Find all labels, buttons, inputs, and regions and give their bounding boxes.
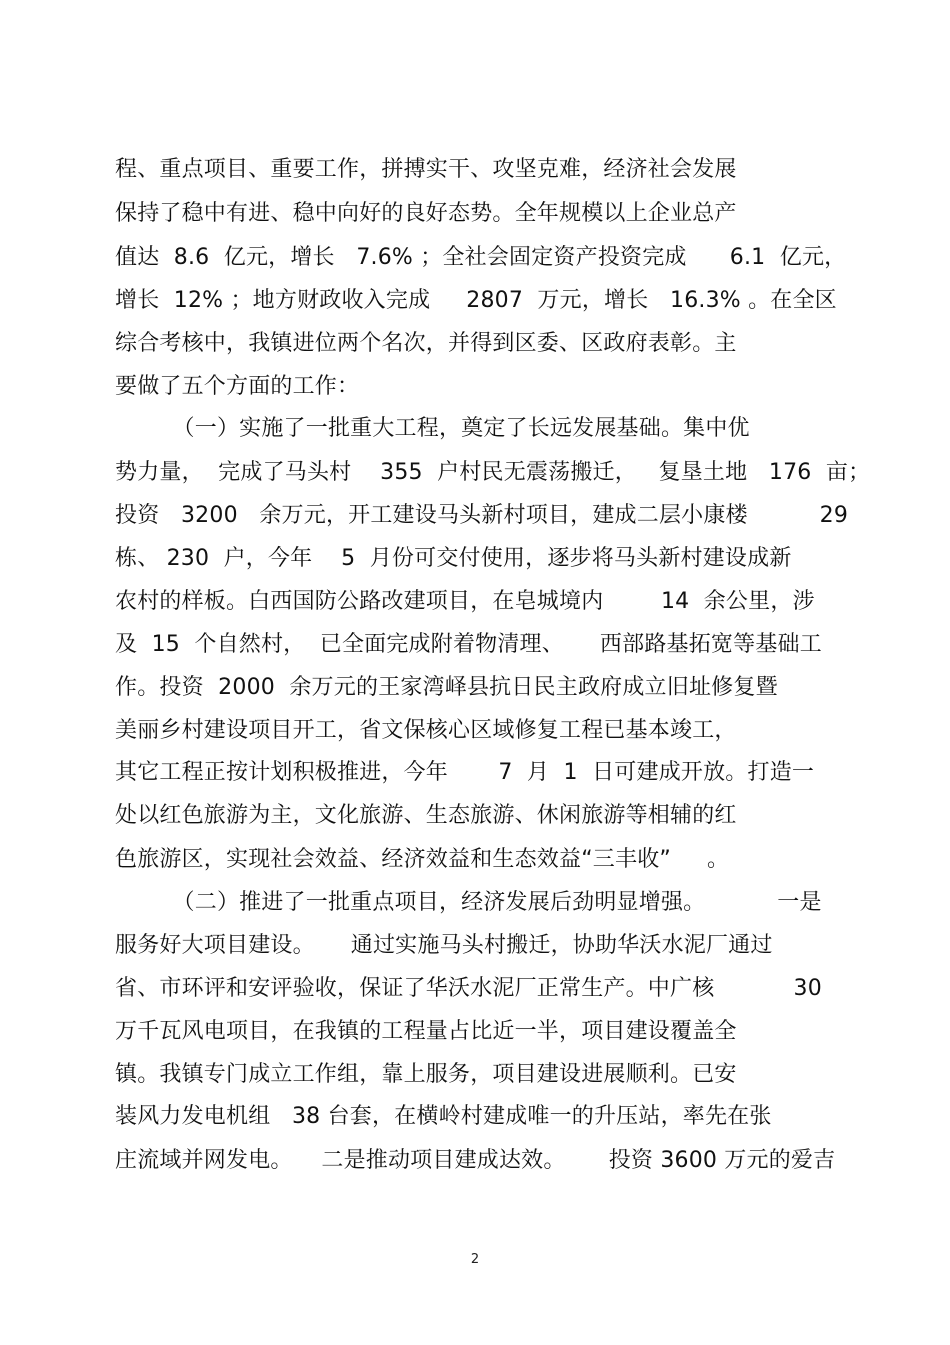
text-line: 保持了稳中有进、稳中向好的良好态势。全年规模以上企业总产	[115, 201, 737, 226]
text-line: 美丽乡村建设项目开工，省文保核心区域修复工程已基本竣工，	[115, 718, 737, 743]
text-line: 增长 12% ；地方财政收入完成 2807 万元，增长 16.3% 。在全区	[115, 288, 837, 313]
text-line: 栋、 230 户，今年 5 月份可交付使用，逐步将马头新村建设成新	[115, 546, 792, 571]
text-line: 其它工程正按计划积极推进，今年 7 月 1 日可建成开放。打造一	[115, 760, 815, 785]
text-line: 势力量， 完成了马头村 355 户村民无震荡搬迁， 复垦土地 176 亩；	[115, 460, 871, 485]
text-line: 庄流域并网发电。 二是推动项目建成达效。 投资 3600 万元的爱吉	[115, 1148, 836, 1173]
page-number: 2	[470, 1252, 480, 1267]
text-line: 作。投资 2000 余万元的王家湾峄县抗日民主政府成立旧址修复暨	[115, 675, 778, 700]
text-line: 装风力发电机组 38 台套，在横岭村建成唯一的升压站，率先在张	[115, 1104, 772, 1129]
text-line: 处以红色旅游为主，文化旅游、生态旅游、休闲旅游等相辅的红	[115, 803, 737, 828]
paragraph-2-first-line: （二）推进了一批重点项目，经济发展后劲明显增强。 一是	[115, 890, 822, 915]
text-line: 投资 3200 余万元，开工建设马头新村项目，建成二层小康楼 29	[115, 503, 849, 528]
text-line: 程、重点项目、重要工作，拼搏实干、攻坚克难，经济社会发展	[115, 157, 737, 182]
text-line: 色旅游区，实现社会效益、经济效益和生态效益“三丰收” 。	[115, 847, 730, 872]
text-line: 农村的样板。白西国防公路改建项目，在皂城境内 14 余公里，涉	[115, 589, 815, 614]
text-line: 万千瓦风电项目，在我镇的工程量占比近一半，项目建设覆盖全	[115, 1019, 737, 1044]
text-line: 要做了五个方面的工作：	[115, 374, 360, 399]
text-line: 省、市环评和安评验收，保证了华沃水泥厂正常生产。中广核 30	[115, 976, 822, 1001]
text-line: 综合考核中，我镇进位两个名次，并得到区委、区政府表彰。主	[115, 331, 737, 356]
paragraph-1-first-line: （一）实施了一批重大工程，奠定了长远发展基础。集中优	[115, 416, 750, 441]
text-line: 服务好大项目建设。 通过实施马头村搬迁，协助华沃水泥厂通过	[115, 933, 773, 958]
text-line: 及 15 个自然村， 已全面完成附着物清理、 西部路基拓宽等基础工	[115, 632, 822, 657]
text-line: 镇。我镇专门成立工作组，靠上服务，项目建设进展顺利。已安	[115, 1062, 737, 1087]
text-line: 值达 8.6 亿元，增长 7.6% ；全社会固定资产投资完成 6.1 亿元，	[115, 245, 847, 270]
